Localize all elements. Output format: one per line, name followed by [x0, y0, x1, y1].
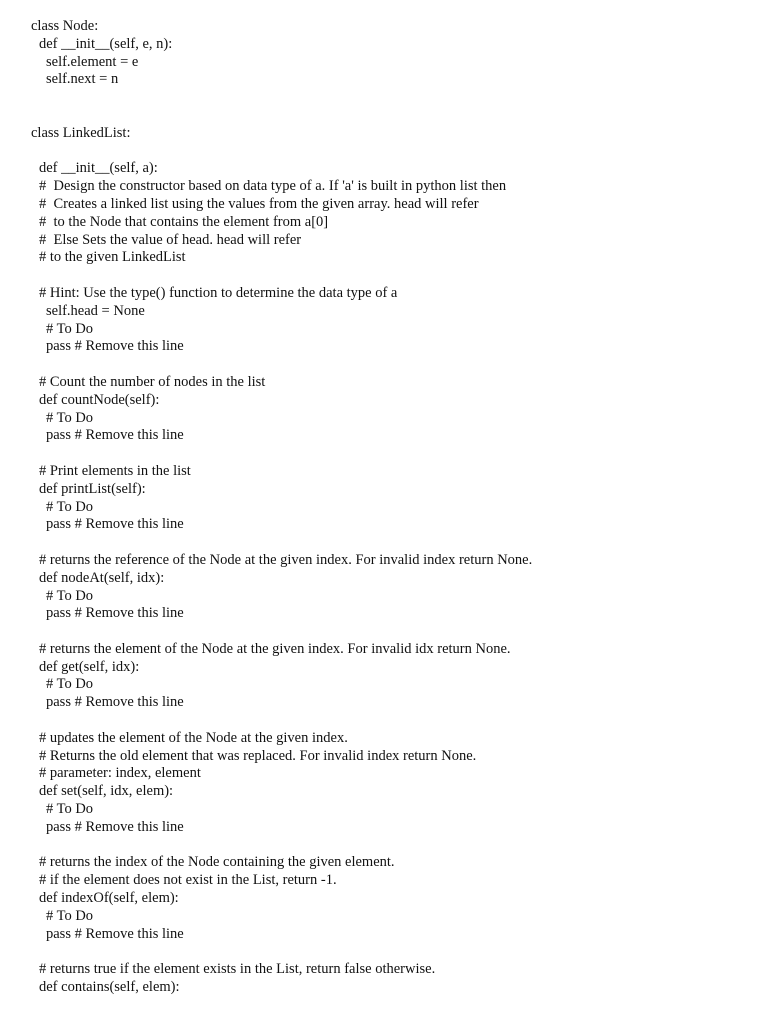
code-line: class Node:	[31, 18, 99, 34]
blank-line	[0, 356, 768, 374]
comment-line: # returns true if the element exists in the List, return false otherwise.	[39, 961, 436, 978]
comment-line: # Returns the old element that was replaced. For invalid index return None.	[39, 747, 477, 764]
comment-line: # Hint: Use the type() function to determine the data type of a	[39, 284, 398, 301]
code-line: def get(self, idx):	[39, 658, 140, 675]
comment-line: # To Do	[46, 587, 94, 604]
blank-line	[0, 943, 768, 961]
blank-line	[0, 143, 768, 161]
comment-line: # To Do	[46, 320, 94, 337]
comment-line: # To Do	[46, 409, 94, 426]
blank-line	[0, 267, 768, 285]
comment-line: # Print elements in the list	[39, 462, 191, 479]
comment-line: # Design the constructor based on data type of a. If 'a' is built in python list then	[39, 178, 507, 195]
comment-line: # To Do	[46, 801, 94, 818]
comment-line: # returns the element of the Node at the given index. For invalid idx return None.	[39, 640, 511, 657]
code-line: self.element = e	[46, 53, 139, 70]
code-line: self.head = None	[46, 302, 145, 319]
comment-line: # returns the index of the Node containing the given element.	[39, 854, 395, 871]
blank-line	[0, 534, 768, 552]
blank-line	[0, 712, 768, 730]
code-line: def indexOf(self, elem):	[39, 890, 179, 907]
comment-line: # updates the element of the Node at the given index.	[39, 729, 348, 746]
code-line: def printList(self):	[39, 480, 146, 497]
code-line: def contains(self, elem):	[39, 979, 180, 996]
code-line: def nodeAt(self, idx):	[39, 569, 165, 586]
code-line: pass # Remove this line	[46, 338, 184, 355]
comment-line: # to the given LinkedList	[39, 249, 186, 266]
blank-line	[0, 107, 768, 125]
code-line: pass # Remove this line	[46, 427, 184, 444]
code-line: class LinkedList:	[31, 124, 131, 141]
comment-line: # parameter: index, element	[39, 765, 201, 782]
comment-line: # Else Sets the value of head. head will refer	[39, 231, 302, 248]
comment-line: # Creates a linked list using the values from the given array. head will refer	[39, 195, 479, 212]
code-document	[0, 18, 768, 997]
code-line: pass # Remove this line	[46, 818, 184, 835]
blank-line	[0, 445, 768, 463]
comment-line: # To Do	[46, 498, 94, 515]
comment-line: # to the Node that contains the element from a[0]	[39, 213, 329, 230]
comment-line: # returns the reference of the Node at the given index. For invalid index return None.	[39, 551, 533, 568]
code-line: pass # Remove this line	[46, 925, 184, 942]
blank-line	[0, 623, 768, 641]
code-line: def set(self, idx, elem):	[39, 783, 174, 800]
blank-line	[0, 89, 768, 107]
comment-line: # Count the number of nodes in the list	[39, 373, 266, 390]
code-line: pass # Remove this line	[46, 605, 184, 622]
comment-line: # To Do	[46, 676, 94, 693]
code-line: self.next = n	[46, 71, 119, 88]
comment-line: # To Do	[46, 907, 94, 924]
code-line: def countNode(self):	[39, 391, 160, 408]
code-line: def __init__(self, e, n):	[39, 35, 173, 52]
code-line: def __init__(self, a):	[39, 160, 158, 177]
blank-line	[0, 837, 768, 855]
code-line: pass # Remove this line	[46, 694, 184, 711]
comment-line: # if the element does not exist in the List, return -1.	[39, 872, 337, 889]
code-line: pass # Remove this line	[46, 516, 184, 533]
